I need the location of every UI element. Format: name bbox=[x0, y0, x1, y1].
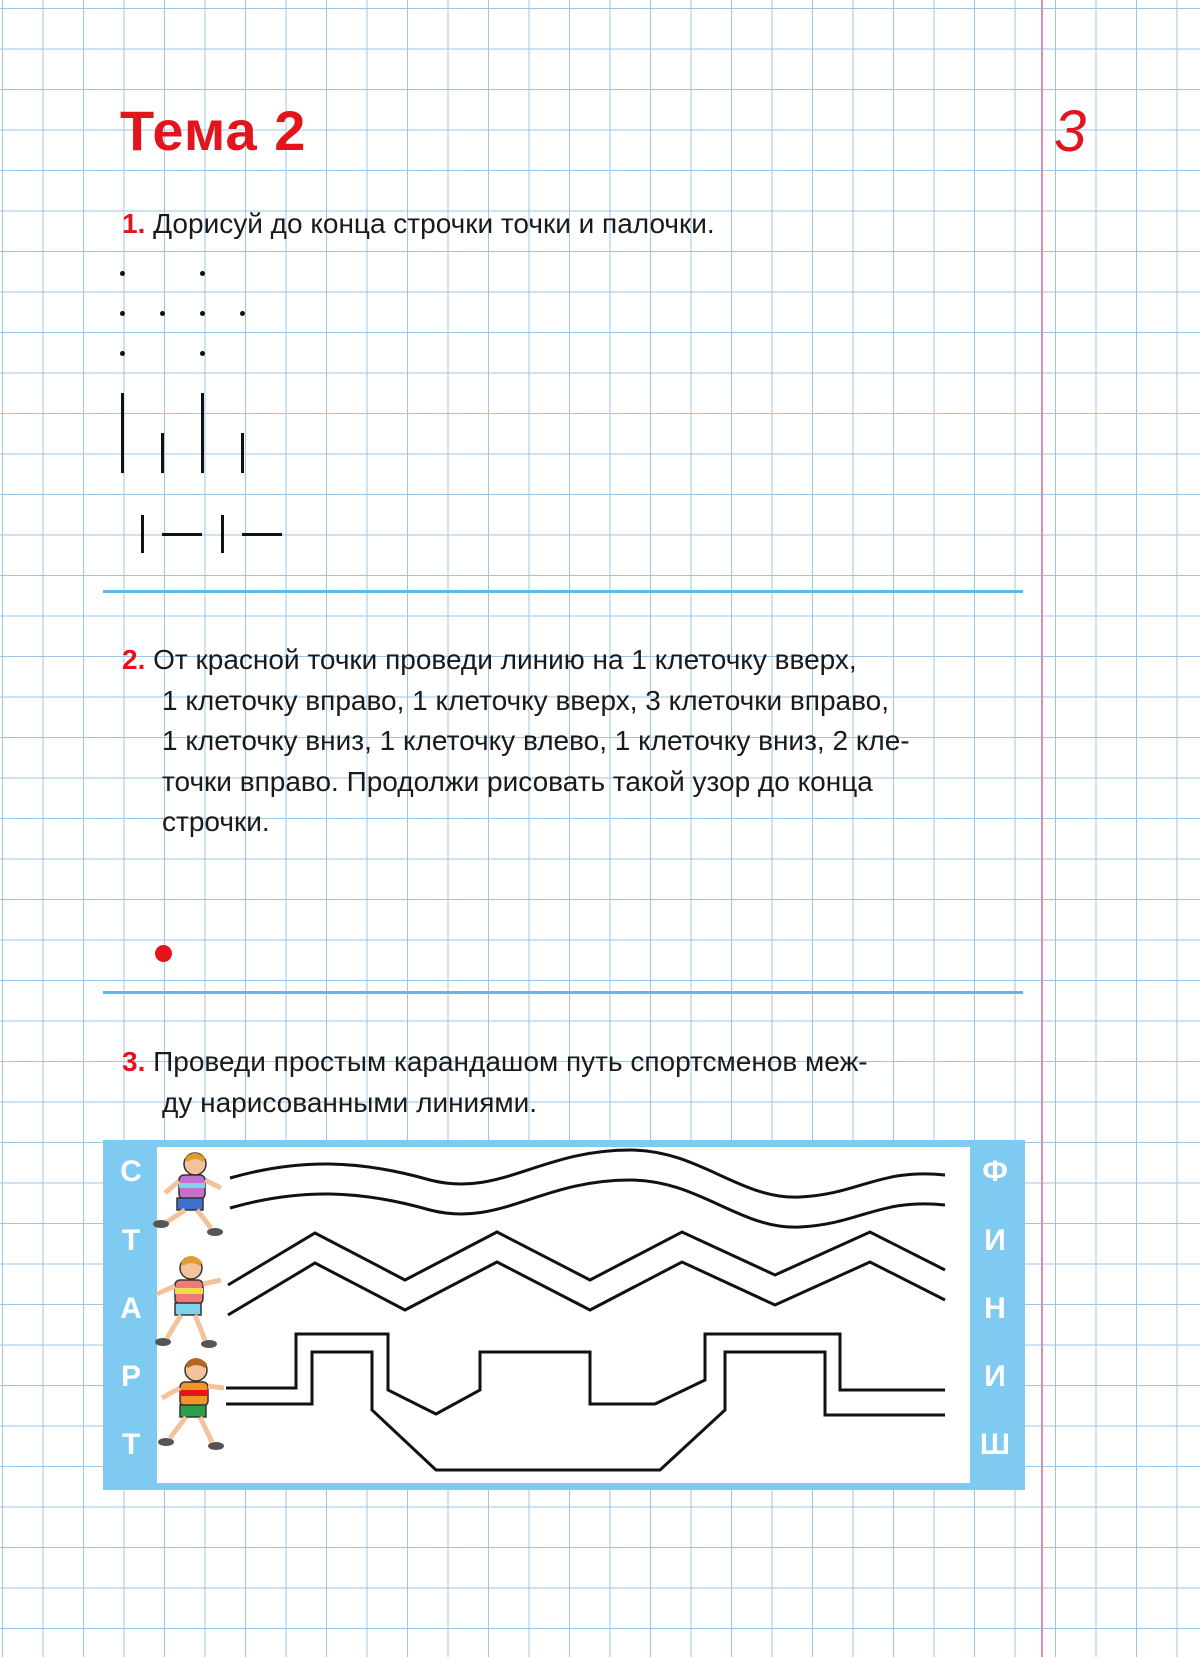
start-letter: А bbox=[120, 1292, 142, 1325]
task-3-line: Проведи простым карандашом путь спортсменов меж- bbox=[153, 1046, 868, 1077]
start-letter: Р bbox=[120, 1360, 141, 1393]
wavy-track-lower bbox=[230, 1180, 945, 1227]
task-3-number: 3. bbox=[122, 1046, 146, 1077]
square-track-lower bbox=[226, 1352, 945, 1470]
runner-2 bbox=[145, 1250, 225, 1350]
start-letter: Т bbox=[121, 1428, 141, 1461]
page-number: 3 bbox=[1054, 99, 1087, 164]
finish-letter: И bbox=[984, 1360, 1006, 1393]
finish-letter: Н bbox=[984, 1292, 1006, 1325]
task-2-line: точки вправо. Продолжи рисовать такой узор до конца bbox=[162, 765, 873, 797]
wavy-track-upper bbox=[230, 1150, 945, 1197]
zigzag-track-lower bbox=[228, 1262, 945, 1315]
runner-3 bbox=[148, 1352, 228, 1452]
task-2-number: 2. bbox=[122, 644, 146, 675]
task-2-line: От красной точки проведи линию на 1 клеточку вверх, bbox=[153, 644, 857, 675]
finish-letter: И bbox=[984, 1224, 1006, 1257]
square-track-upper bbox=[226, 1334, 945, 1414]
page-title: Тема 2 bbox=[120, 99, 307, 162]
task-3-line: ду нарисованными линиями. bbox=[162, 1086, 538, 1118]
task-2-line: 1 клеточку вправо, 1 клеточку вверх, 3 клеточки вправо, bbox=[162, 684, 890, 716]
runner-1 bbox=[145, 1148, 225, 1238]
task-1-number: 1. bbox=[122, 208, 146, 239]
finish-letter: Ф bbox=[982, 1155, 1008, 1188]
task-1-text: Дорисуй до конца строчки точки и палочки. bbox=[153, 208, 715, 239]
task-2-line: 1 клеточку вниз, 1 клеточку влево, 1 клеточку вниз, 2 кле- bbox=[162, 725, 910, 756]
start-letter: С bbox=[120, 1155, 142, 1188]
task-2-line: строчки. bbox=[162, 806, 270, 837]
start-letter: Т bbox=[121, 1224, 141, 1257]
finish-letter: Ш bbox=[979, 1428, 1011, 1461]
